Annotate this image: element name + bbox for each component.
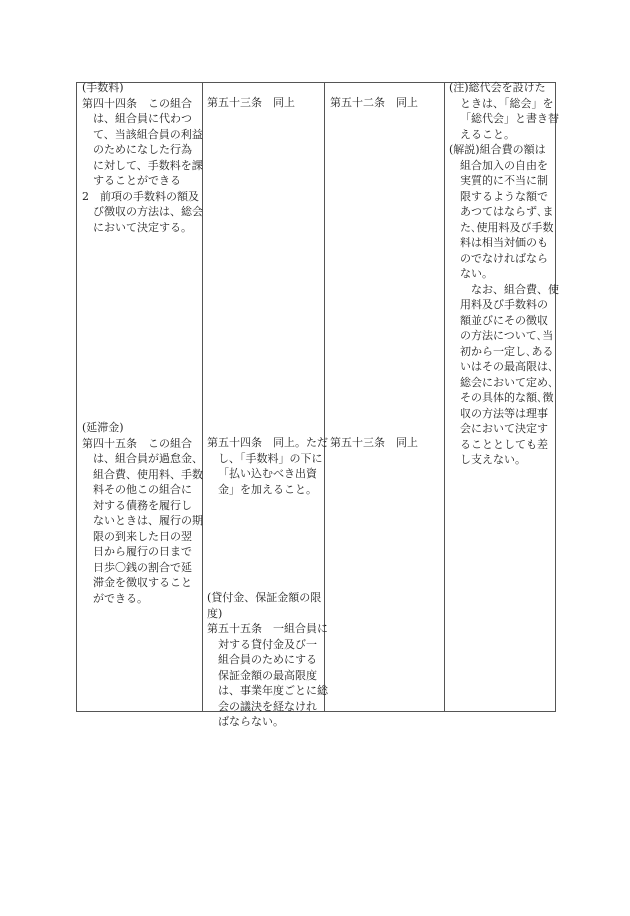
text-line: て、当該組合員の利益: [93, 127, 203, 141]
text-line: あつてはならず､ま: [460, 205, 554, 218]
text-line: 度): [207, 606, 223, 620]
article-54-late-fee: [207, 435, 328, 497]
text-line: し支えない。: [460, 453, 526, 466]
text-line: は、組合員に代わつ: [93, 112, 192, 125]
article-53-same: [207, 95, 295, 111]
text-line: し、「手数料」の下に: [218, 451, 323, 465]
text-line: (注)総代会を設けた: [449, 81, 546, 94]
article-45-late-fee: [82, 420, 203, 606]
text-line: 金」を加えること。: [218, 482, 317, 496]
text-line: えること。: [460, 127, 515, 141]
text-line: ばならない。: [218, 715, 284, 728]
text-line: 滞金を徴収すること: [93, 576, 192, 589]
text-line: 第五十四条 同上。ただ: [207, 436, 328, 449]
text-line: に対して、手数料を課: [93, 158, 203, 172]
text-line: 組合員のためにする: [218, 653, 317, 666]
column-divider: [444, 82, 445, 712]
text-line: 限するような額で: [460, 189, 548, 203]
text-line: において決定する。: [93, 220, 192, 234]
text-line: ができる。: [93, 591, 148, 605]
text-line: 会において決定す: [460, 422, 548, 435]
text-line: は、組合員が過怠金、: [93, 452, 203, 465]
text-line: することができる: [93, 174, 181, 187]
text-line: 「総代会」と書き替: [460, 112, 559, 125]
article-44-fees: [82, 80, 203, 235]
text-line: 第五十三条 同上: [330, 436, 418, 449]
text-line: ときは、「総会」を: [460, 96, 554, 110]
text-line: その具体的な額､徴: [460, 391, 554, 404]
text-line: 日から履行の日まで: [93, 545, 192, 558]
text-line: 第五十二条 同上: [330, 96, 418, 109]
text-line: 総会において定め､: [460, 375, 554, 389]
text-line: 実質的に不当に制: [460, 174, 548, 187]
article-53-same: [330, 435, 418, 451]
article-55-loan-limit: [207, 590, 328, 730]
text-line: 対する貸付金及び一: [218, 637, 317, 651]
text-line: 第五十三条 同上: [207, 96, 295, 109]
text-line: 日歩〇銭の割合で延: [93, 560, 192, 574]
text-line: 額並びにその徴収: [460, 313, 548, 327]
text-line: 会の議決を経なけれ: [218, 699, 317, 713]
text-line: 第五十五条 一組合員に: [207, 622, 328, 635]
text-line: た､使用料及び手数: [460, 220, 554, 234]
text-line: 保証金額の最高限度: [218, 668, 317, 682]
text-line: のためになした行為: [93, 143, 192, 156]
text-line: (延滞金): [82, 421, 124, 434]
text-line: なお、組合費、使: [460, 282, 559, 296]
text-line: (手数料): [82, 81, 124, 94]
text-line: 組合費、使用料、手数: [93, 467, 203, 481]
text-line: 用料及び手数料の: [460, 298, 548, 311]
text-line: 収の方法等は理事: [460, 406, 548, 420]
article-52-same: [330, 95, 418, 111]
text-line: 第四十五条 この組合: [82, 436, 192, 450]
text-line: 料は相当対価のも: [460, 236, 548, 249]
notes-commentary: [449, 80, 559, 468]
text-line: は、事業年度ごとに総: [218, 684, 328, 697]
text-line: 限の到来した日の翌: [93, 529, 192, 543]
text-line: 対する債務を履行し: [93, 498, 192, 512]
text-line: ないときは、履行の期: [93, 514, 203, 527]
text-line: ない。: [460, 267, 493, 280]
text-line: 料その他この組合に: [93, 483, 192, 496]
text-line: 組合加入の自由を: [460, 158, 548, 172]
text-line: のでなければなら: [460, 251, 548, 265]
text-line: (貸付金、保証金額の限: [207, 591, 322, 604]
text-line: 「払い込むべき出資: [218, 467, 317, 480]
text-line: 第四十四条 この組合: [82, 96, 192, 110]
text-line: (解説)組合費の額は: [449, 143, 546, 156]
text-line: ることとしても差: [460, 437, 548, 451]
text-line: いはその最高限は､: [460, 360, 554, 373]
text-line: び徴収の方法は、総会: [93, 205, 203, 218]
text-line: 2 前項の手数料の額及: [82, 189, 199, 203]
text-line: の方法について､当: [460, 329, 554, 342]
text-line: 初から一定し､ある: [460, 344, 554, 358]
